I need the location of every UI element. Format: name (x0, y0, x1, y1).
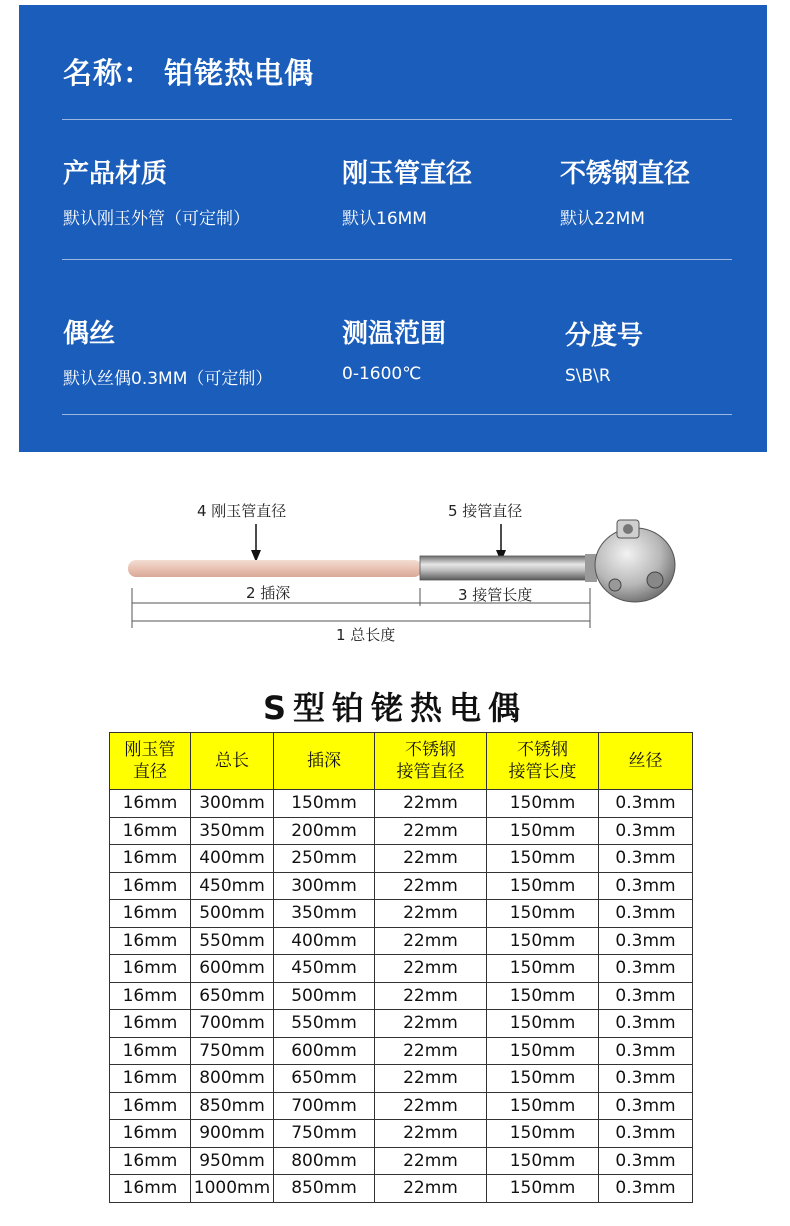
table-cell: 0.3mm (599, 1092, 693, 1120)
table-cell: 16mm (110, 845, 191, 873)
label-total-length: 1 总长度 (336, 626, 396, 644)
table-cell: 150mm (487, 955, 599, 983)
header-line: 插深 (307, 751, 341, 771)
header-insert-depth (274, 733, 375, 790)
spec-steel-diameter (560, 153, 690, 229)
table-cell: 22mm (375, 1147, 487, 1175)
table-cell: 150mm (487, 817, 599, 845)
table-cell: 22mm (375, 845, 487, 873)
table-row (110, 982, 693, 1010)
table-row (110, 845, 693, 873)
product-name-title: 名称： 铂铑热电偶 (63, 56, 315, 90)
header-line: 不锈钢 (517, 740, 568, 760)
table-cell: 16mm (110, 900, 191, 928)
label-corundum-diameter: 4 刚玉管直径 (197, 502, 287, 520)
table-cell: 22mm (375, 1010, 487, 1038)
spec-value: 默认22MM (560, 209, 645, 229)
table-cell: 550mm (274, 1010, 375, 1038)
table-cell: 450mm (191, 872, 274, 900)
table-cell: 22mm (375, 1120, 487, 1148)
table-cell: 22mm (375, 790, 487, 818)
table-row (110, 1065, 693, 1093)
table-cell: 22mm (375, 955, 487, 983)
table-row (110, 817, 693, 845)
table-cell: 150mm (487, 872, 599, 900)
table-cell: 16mm (110, 1175, 191, 1203)
table-cell: 22mm (375, 1065, 487, 1093)
divider (62, 414, 732, 415)
table-row (110, 790, 693, 818)
table-cell: 850mm (191, 1092, 274, 1120)
table-cell: 16mm (110, 1092, 191, 1120)
table-cell: 16mm (110, 1065, 191, 1093)
spec-temp-range (342, 313, 446, 384)
spec-label: 不锈钢直径 (560, 159, 691, 189)
header-line: 接管长度 (508, 762, 577, 782)
table-cell: 650mm (191, 982, 274, 1010)
spec-graduation (565, 315, 643, 386)
table-cell: 650mm (274, 1065, 375, 1093)
table-cell: 550mm (191, 927, 274, 955)
spec-value: 默认16MM (342, 209, 427, 229)
spec-value: 0-1600℃ (342, 364, 422, 384)
table-cell: 350mm (274, 900, 375, 928)
table-cell: 250mm (274, 845, 375, 873)
table-cell: 0.3mm (599, 845, 693, 873)
table-cell: 0.3mm (599, 1147, 693, 1175)
table-cell: 950mm (191, 1147, 274, 1175)
table-row (110, 872, 693, 900)
spec-value: S\B\R (565, 366, 611, 386)
table-cell: 150mm (487, 982, 599, 1010)
header-wire-diameter (599, 733, 693, 790)
table-cell: 800mm (274, 1147, 375, 1175)
spec-label: 测温范围 (342, 319, 447, 349)
table-cell: 600mm (274, 1037, 375, 1065)
table-cell: 150mm (487, 1175, 599, 1203)
table-cell: 16mm (110, 1120, 191, 1148)
table-row (110, 1092, 693, 1120)
table-cell: 16mm (110, 790, 191, 818)
table-row (110, 1175, 693, 1203)
header-line: 直径 (133, 762, 167, 782)
table-cell: 0.3mm (599, 1120, 693, 1148)
table-cell: 1000mm (191, 1175, 274, 1203)
spec-value: 默认刚玉外管（可定制） (63, 209, 250, 229)
table-cell: 16mm (110, 872, 191, 900)
table-cell: 800mm (191, 1065, 274, 1093)
table-row (110, 1120, 693, 1148)
table-cell: 700mm (274, 1092, 375, 1120)
spec-label: 产品材质 (63, 159, 168, 189)
junction-head (585, 520, 675, 602)
header-line: 不锈钢 (405, 740, 456, 760)
table-cell: 0.3mm (599, 1065, 693, 1093)
spec-label: 刚玉管直径 (342, 159, 473, 189)
table-cell: 0.3mm (599, 790, 693, 818)
label-pipe-diameter: 5 接管直径 (448, 502, 523, 520)
header-line: 丝径 (628, 751, 663, 771)
table-cell: 900mm (191, 1120, 274, 1148)
table-cell: 200mm (274, 817, 375, 845)
table-cell: 150mm (274, 790, 375, 818)
spec-value: 默认丝偶0.3MM（可定制） (63, 369, 273, 389)
table-cell: 0.3mm (599, 927, 693, 955)
table-row (110, 955, 693, 983)
header-line: 接管直径 (396, 762, 465, 782)
table-cell: 150mm (487, 1147, 599, 1175)
spec-corundum-diameter (342, 153, 472, 229)
table-cell: 0.3mm (599, 872, 693, 900)
table-cell: 16mm (110, 1147, 191, 1175)
table-cell: 16mm (110, 1010, 191, 1038)
spec-table (109, 732, 693, 1203)
arrow-corundum (251, 524, 261, 562)
table-cell: 22mm (375, 1175, 487, 1203)
table-cell: 16mm (110, 982, 191, 1010)
table-cell: 750mm (274, 1120, 375, 1148)
table-title: S型铂铑热电偶 (262, 689, 528, 727)
table-cell: 16mm (110, 817, 191, 845)
table-cell: 0.3mm (599, 1175, 693, 1203)
table-cell: 0.3mm (599, 817, 693, 845)
table-cell: 150mm (487, 790, 599, 818)
table-body (110, 790, 693, 1203)
table-cell: 750mm (191, 1037, 274, 1065)
header-line: 总长 (215, 751, 249, 771)
table-cell: 300mm (274, 872, 375, 900)
table-cell: 22mm (375, 900, 487, 928)
table-row (110, 1147, 693, 1175)
spec-wire (63, 313, 272, 389)
header-line: 刚玉管 (124, 740, 176, 760)
table-cell: 22mm (375, 982, 487, 1010)
table-cell: 850mm (274, 1175, 375, 1203)
header-corundum-diameter (110, 733, 191, 790)
table-cell: 150mm (487, 1065, 599, 1093)
table-cell: 150mm (487, 1120, 599, 1148)
table-cell: 350mm (191, 817, 274, 845)
table-cell: 16mm (110, 955, 191, 983)
table-cell: 450mm (274, 955, 375, 983)
table-cell: 400mm (274, 927, 375, 955)
label-insert-depth: 2 插深 (246, 584, 291, 602)
table-cell: 150mm (487, 1010, 599, 1038)
table-cell: 0.3mm (599, 955, 693, 983)
table-row (110, 1037, 693, 1065)
table-cell: 400mm (191, 845, 274, 873)
table-cell: 700mm (191, 1010, 274, 1038)
header-total-length (191, 733, 274, 790)
divider (62, 259, 732, 260)
table-cell: 0.3mm (599, 900, 693, 928)
table-cell: 300mm (191, 790, 274, 818)
table-header-row (110, 733, 693, 790)
table-cell: 600mm (191, 955, 274, 983)
header-pipe-length (487, 733, 599, 790)
table-cell: 16mm (110, 927, 191, 955)
table-cell: 0.3mm (599, 1037, 693, 1065)
table-cell: 150mm (487, 845, 599, 873)
table-row (110, 1010, 693, 1038)
corundum-tube (128, 560, 422, 577)
spec-material (63, 153, 250, 229)
table-cell: 500mm (191, 900, 274, 928)
table-cell: 22mm (375, 872, 487, 900)
table-cell: 22mm (375, 1092, 487, 1120)
spec-label: 偶丝 (63, 319, 116, 349)
divider (62, 119, 732, 120)
table-cell: 150mm (487, 1037, 599, 1065)
spec-panel (19, 5, 767, 452)
table-cell: 0.3mm (599, 1010, 693, 1038)
table-cell: 0.3mm (599, 982, 693, 1010)
header-pipe-diameter (375, 733, 487, 790)
table-row (110, 900, 693, 928)
steel-pipe (420, 556, 590, 580)
table-cell: 150mm (487, 927, 599, 955)
thermocouple-diagram (0, 480, 790, 660)
label-pipe-length: 3 接管长度 (458, 586, 533, 604)
table-row (110, 927, 693, 955)
spec-label: 分度号 (565, 321, 644, 351)
table-cell: 22mm (375, 1037, 487, 1065)
table-cell: 22mm (375, 817, 487, 845)
table-cell: 16mm (110, 1037, 191, 1065)
table-cell: 22mm (375, 927, 487, 955)
table-cell: 150mm (487, 1092, 599, 1120)
table-cell: 500mm (274, 982, 375, 1010)
table-cell: 150mm (487, 900, 599, 928)
